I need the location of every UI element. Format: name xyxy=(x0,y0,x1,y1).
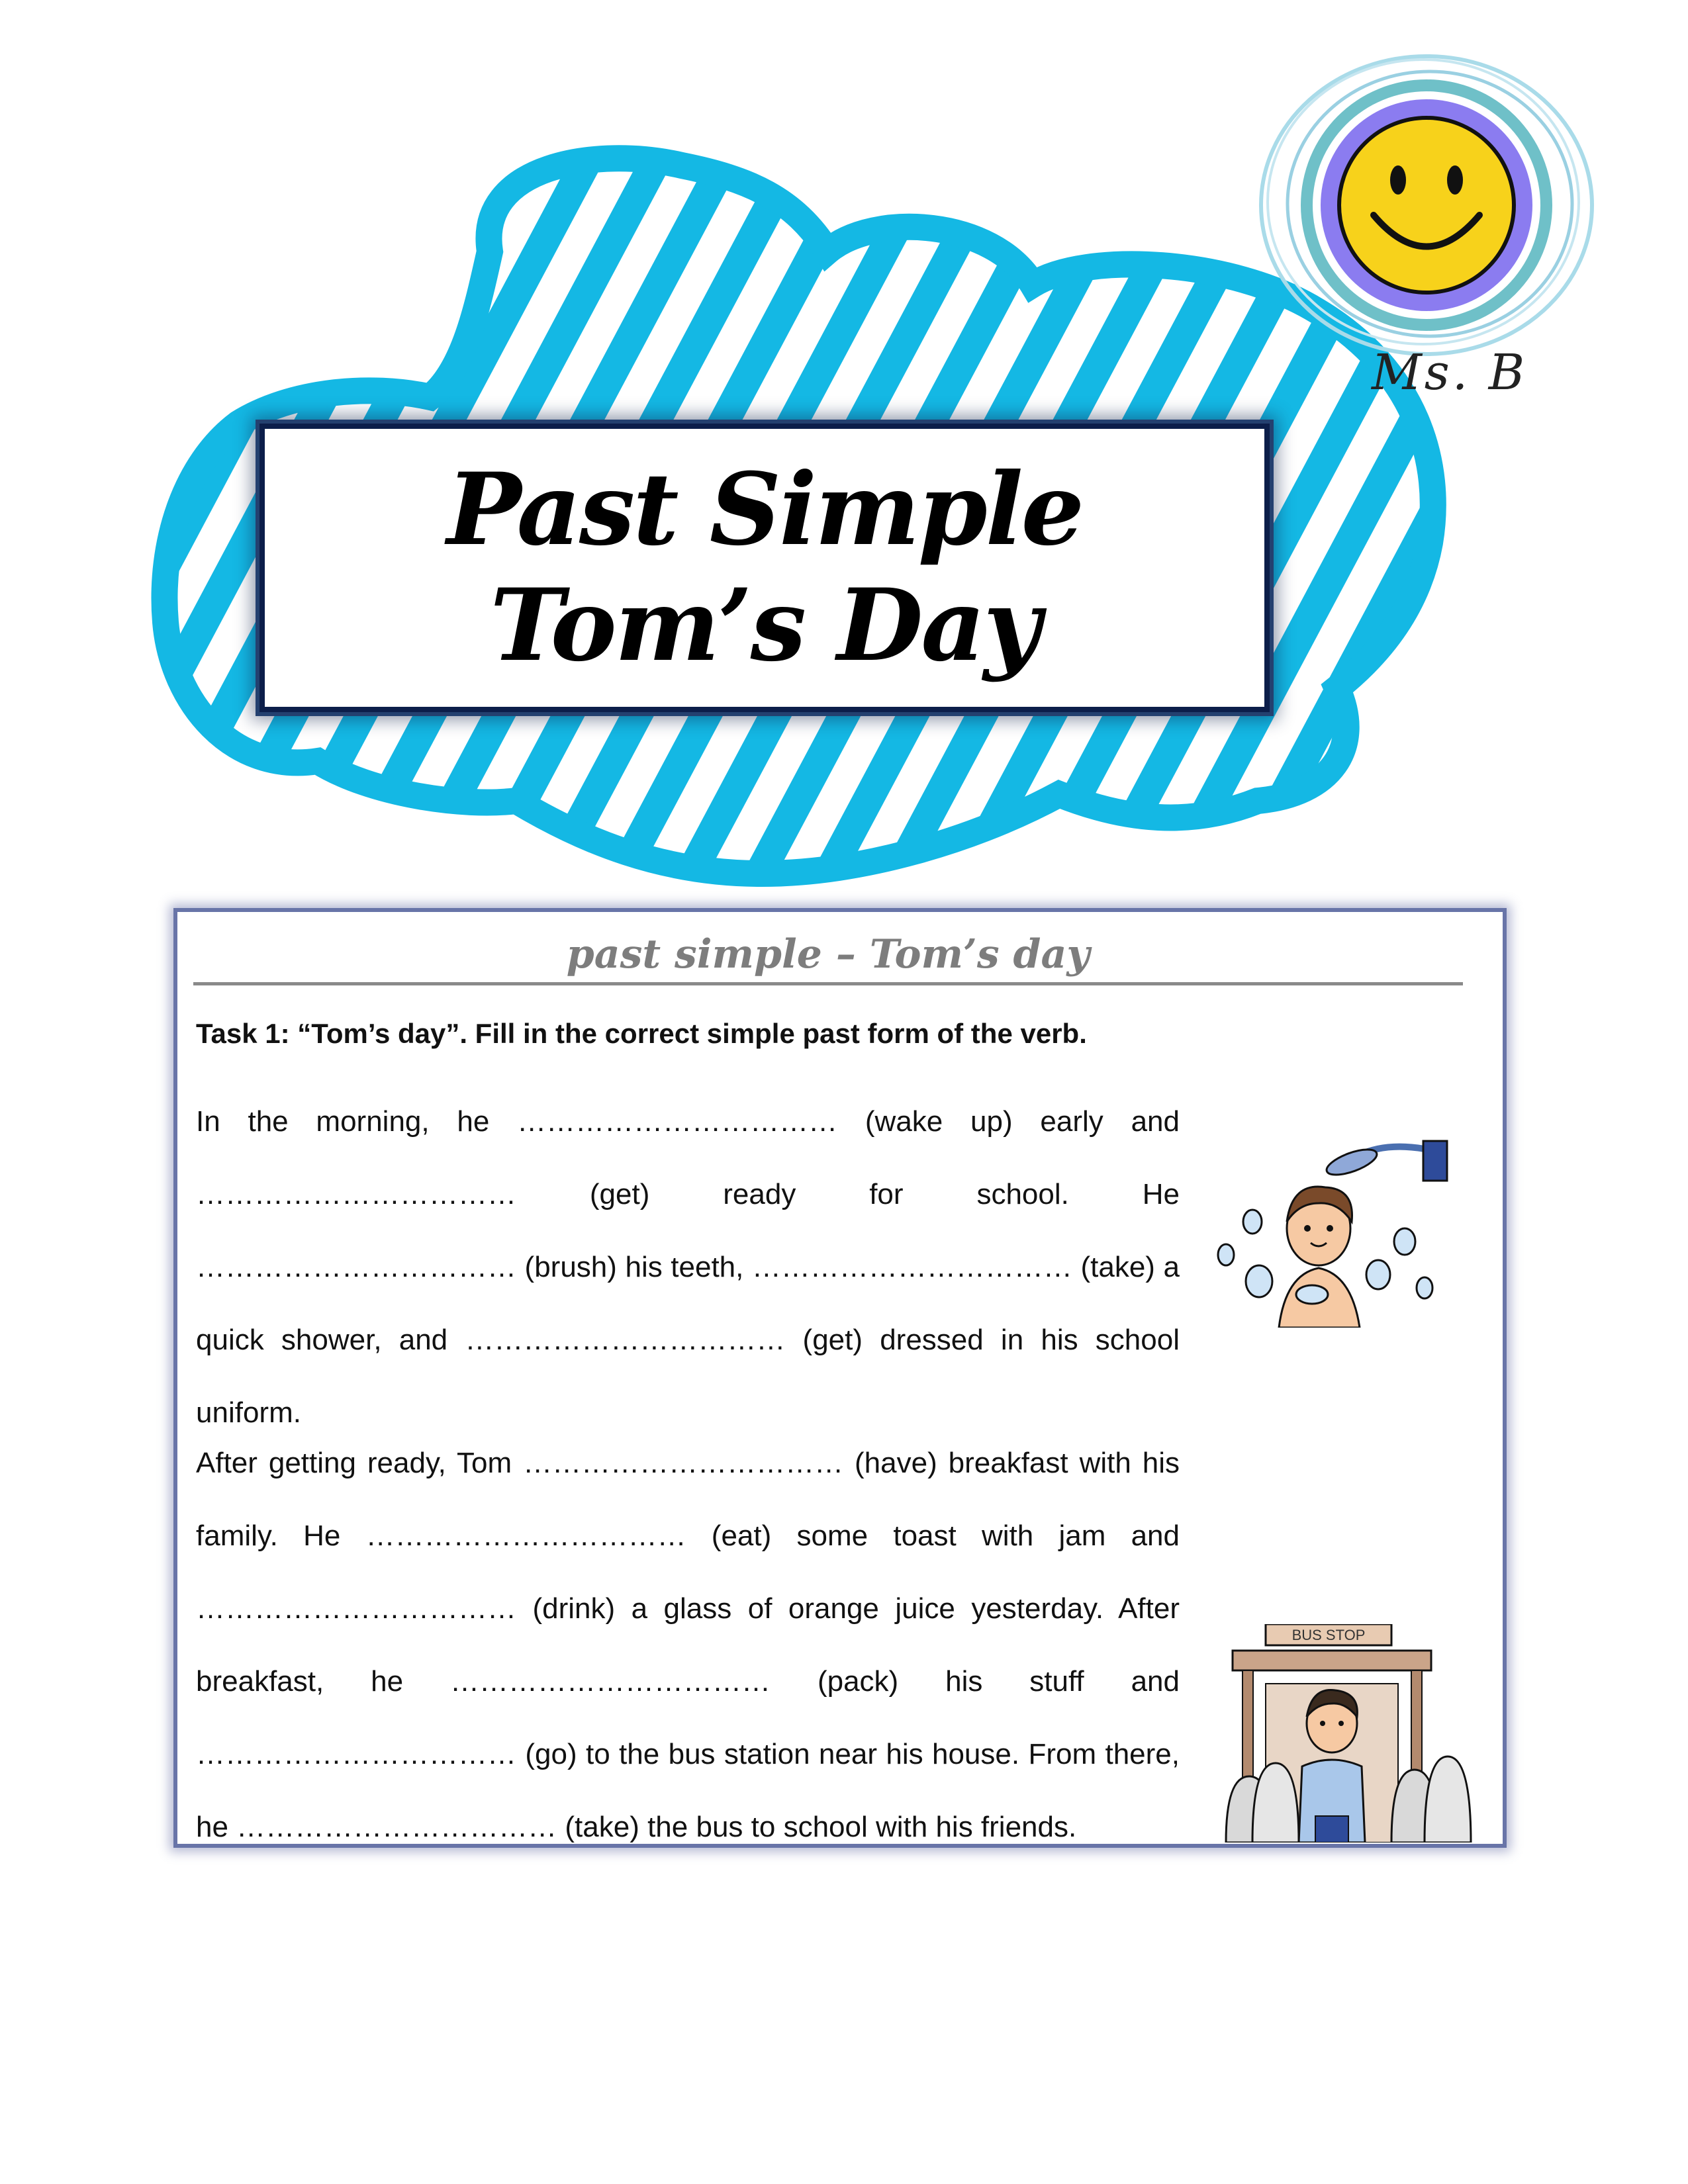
paragraph-1 xyxy=(196,1085,1477,1449)
logo xyxy=(1244,40,1615,357)
title-line-1: Past Simple xyxy=(446,451,1083,568)
shower-boy-illustration xyxy=(1213,1129,1477,1328)
paragraph-1-text: In the morning, he …………………………… (wake up) early and …………………………… (get) ready for school. He …………………………… (brush) his teeth, …………………………… (take) a quick shower, and …………………………… (get) dressed in his school uniform. xyxy=(196,1105,1180,1429)
bus-stop-sign: BUS STOP xyxy=(1291,1627,1366,1643)
title-line-2: Tom’s Day xyxy=(490,567,1039,684)
smiley-face-icon xyxy=(1339,118,1514,293)
title-box xyxy=(259,424,1270,712)
worksheet-header: past simple – Tom’s day xyxy=(193,928,1463,985)
logo-signature: Ms. B xyxy=(1372,344,1528,401)
paragraph-2 xyxy=(196,1427,1477,1864)
task-instruction: Task 1: “Tom’s day”. Fill in the correct simple past form of the verb. xyxy=(196,1018,1087,1049)
smiley-left-eye xyxy=(1390,165,1406,195)
paragraph-2-text: After getting ready, Tom …………………………… (have) breakfast with his family. He …………………………… (eat) some toast with jam and …………………………… (drink) a glass of orange juice yesterday. After breakfast, he …………………………… (pack) his stuff and …………………………… (go) to the bus station near his house. From there, he …………………………… (take) the bus to school with his friends. xyxy=(196,1447,1180,1843)
smiley-right-eye xyxy=(1447,165,1463,195)
bus-stop-illustration xyxy=(1213,1624,1477,1843)
worksheet xyxy=(173,908,1507,1848)
